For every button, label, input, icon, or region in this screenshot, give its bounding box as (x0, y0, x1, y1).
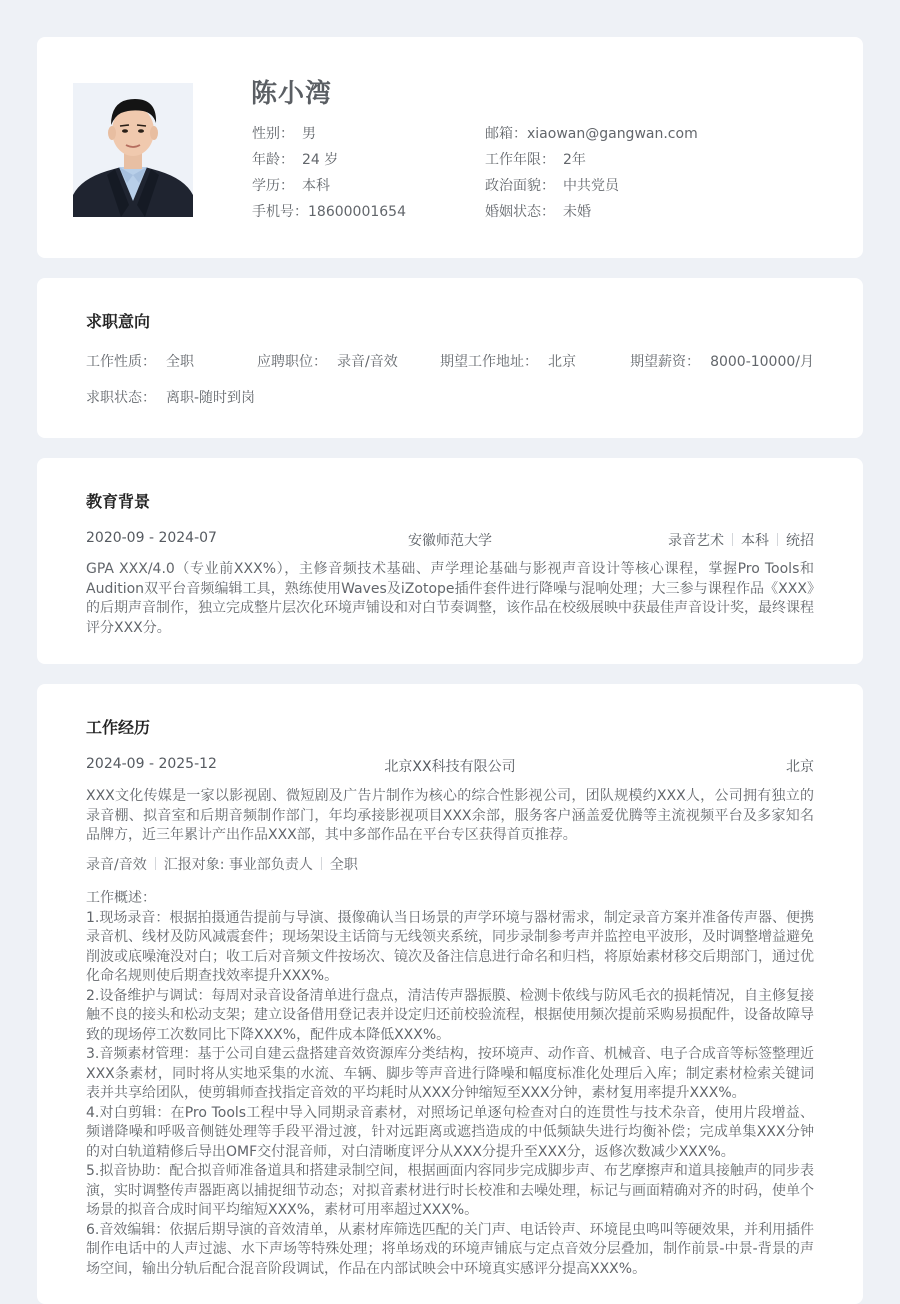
info-education (252, 175, 330, 195)
info-label: 性别： (252, 126, 294, 142)
kv-value: 全职 (166, 354, 194, 370)
intent-salary (630, 351, 814, 371)
info-value: 本科 (302, 178, 330, 194)
info-label: 邮箱： (485, 126, 527, 142)
intent-location (440, 351, 576, 371)
divider (777, 533, 778, 546)
divider (732, 533, 733, 546)
info-age (252, 149, 338, 169)
profile-card (37, 37, 863, 258)
overview-item: 6.音效编辑：依据后期导演的音效清单，从素材库筛选匹配的关门声、电话铃声、环境昆虫鸣叫等硬效果，并利用插件制作电话中的人声过滤、水下声场等特殊处理；将单场戏的环境声铺底与定点音效分层叠加，制作前景-中景-背景的声场空间，输出分轨后配合混音阶段调试，作品在内部试映会中环境真实感评分提高XXX%。 (86, 1221, 814, 1277)
intent-position (257, 351, 398, 371)
kv-label: 求职状态： (86, 390, 156, 406)
overview-label: 工作概述： (86, 890, 156, 906)
info-label: 工作年限： (485, 152, 555, 168)
education-meta (668, 530, 814, 550)
section-title: 工作经历 (86, 718, 151, 737)
education-description: GPA XXX/4.0（专业前XXX%），主修音频技术基础、声学理论基础与影视声音设计等核心课程，掌握Pro Tools和Audition双平台音频编辑工具，熟练使用Waves及iZotope插件套件进行降噪与混响处理；大三参与课程作品《XXX》的后期声音制作，独立完成整片层次化环境声铺设和对白节奏调整，该作品在校级展映中获最佳声音设计奖，最终课程评分XXX分。 (86, 561, 814, 636)
info-value: 男 (302, 126, 316, 142)
overview-item: 3.音频素材管理：基于公司自建云盘搭建音效资源库分类结构，按环境声、动作音、机械音、电子合成音等标签整理近XXX条素材，同时将从实地采集的水流、车辆、脚步等声音进行降噪和幅度标准化处理后入库；制定素材检索关键词表并共享给团队，使剪辑师查找指定音效的平均耗时从XXX分钟缩短至XXX分钟，素材复用率提升XXX%。 (86, 1046, 814, 1101)
education-admission: 统招 (786, 533, 814, 549)
education-period: 2020-09 - 2024-07 (86, 530, 217, 546)
company-description: XXX文化传媒是一家以影视剧、微短剧及广告片制作为核心的综合性影视公司，团队规模约XXX人，公司拥有独立的录音棚、拟音室和后期音频制作部门，年均承接影视项目XXX余部，服务客户涵盖爱优腾等主流视频平台及多家知名品牌方，近三年累计产出作品XXX部，其中多部作品在平台专区获得首页推荐。 (86, 788, 814, 843)
kv-label: 期望工作地址： (440, 354, 538, 370)
info-label: 婚姻状态： (485, 204, 555, 220)
info-marital (485, 201, 591, 221)
info-political (485, 175, 619, 195)
education-degree: 本科 (741, 533, 769, 549)
kv-value: 北京 (548, 354, 576, 370)
kv-value: 录音/音效 (337, 354, 398, 370)
profile-photo (73, 83, 193, 217)
info-value: 中共党员 (563, 178, 619, 194)
info-phone (252, 201, 406, 221)
work-role: 录音/音效 (86, 857, 147, 873)
education-major: 录音艺术 (668, 533, 724, 549)
overview-item: 4.对白剪辑：在Pro Tools工程中导入同期录音素材，对照场记单逐句检查对白的连贯性与技术杂音，使用片段增益、频谱降噪和呼吸音侧链处理等手段平滑过渡，针对远距离或遮挡造成的中低频缺失进行均衡补偿；完成单集XXX分钟的对白轨道精修后导出OMF交付混音师，对白清晰度评分从XXX分提升至XXX分，返修次数减少XXX%。 (86, 1104, 814, 1160)
education-card (37, 458, 863, 664)
work-overview (86, 889, 814, 1279)
education-school: 安徽师范大学 (408, 533, 492, 549)
work-city: 北京 (786, 759, 814, 775)
job-intention-card (37, 278, 863, 438)
info-label: 年龄： (252, 152, 294, 168)
intent-status (86, 387, 255, 407)
work-report-to: 汇报对象: 事业部负责人 (163, 857, 313, 873)
divider (155, 857, 156, 870)
work-period: 2024-09 - 2025-12 (86, 756, 217, 772)
info-value: 2年 (563, 152, 586, 168)
info-value: 24 岁 (302, 152, 339, 168)
info-value: xiaowan@gangwan.com (527, 126, 698, 142)
kv-label: 工作性质： (86, 354, 156, 370)
info-email (485, 123, 698, 143)
work-experience-card (37, 684, 863, 1304)
kv-value: 8000-10000/月 (710, 354, 814, 370)
overview-item: 5.拟音协助：配合拟音师准备道具和搭建录制空间，根据画面内容同步完成脚步声、布艺摩擦声和道具接触声的同步表演，实时调整传声器距离以捕捉细节动态；对拟音素材进行时长校准和去噪处理，标记与画面精确对齐的时码，使单个场景的拟音合成时间平均缩短XXX%，素材可用率超过XXX%。 (86, 1163, 814, 1218)
intent-job-type (86, 351, 194, 371)
section-title: 求职意向 (86, 312, 151, 331)
overview-item: 1.现场录音：根据拍摄通告提前与导演、摄像确认当日场景的声学环境与器材需求，制定录音方案并准备传声器、便携录音机、线材及防风减震套件；现场架设主话筒与无线领夹系统，同步录制参考声并监控电平波形，及时调整增益避免削波或底噪淹没对白；收工后对音频文件按场次、镜次及备注信息进行命名和归档，将原始素材移交后期部门，通过优化命名规则使后期查找效率提升XXX%。 (86, 909, 814, 984)
avatar-portrait (73, 83, 193, 217)
overview-item: 2.设备维护与调试：每周对录音设备清单进行盘点，清洁传声器振膜、检测卡侬线与防风毛衣的损耗情况，自主修复接触不良的接头和松动支架；建立设备借用登记表并设定归还前校验流程，根据使用频次提前采购易损配件，设备故障导致的现场停工次数同比下降XXX%，配件成本降低XXX%。 (86, 987, 814, 1043)
kv-value: 离职-随时到岗 (166, 390, 256, 406)
kv-label: 期望薪资： (630, 354, 701, 370)
divider (321, 857, 322, 870)
info-label: 政治面貌： (485, 178, 555, 194)
work-tags (86, 854, 358, 874)
info-label: 学历： (252, 178, 294, 194)
kv-label: 应聘职位： (257, 354, 327, 370)
info-experience-years (485, 149, 586, 169)
work-header-row (86, 756, 814, 776)
work-job-type: 全职 (329, 857, 358, 873)
info-value: 未婚 (563, 204, 591, 220)
info-value: 18600001654 (308, 204, 406, 220)
info-gender (252, 123, 316, 143)
info-label: 手机号： (252, 204, 308, 220)
candidate-name: 陈小湾 (251, 79, 333, 109)
section-title: 教育背景 (86, 492, 151, 511)
education-header-row (86, 530, 814, 550)
work-company: 北京XX科技有限公司 (384, 759, 516, 775)
